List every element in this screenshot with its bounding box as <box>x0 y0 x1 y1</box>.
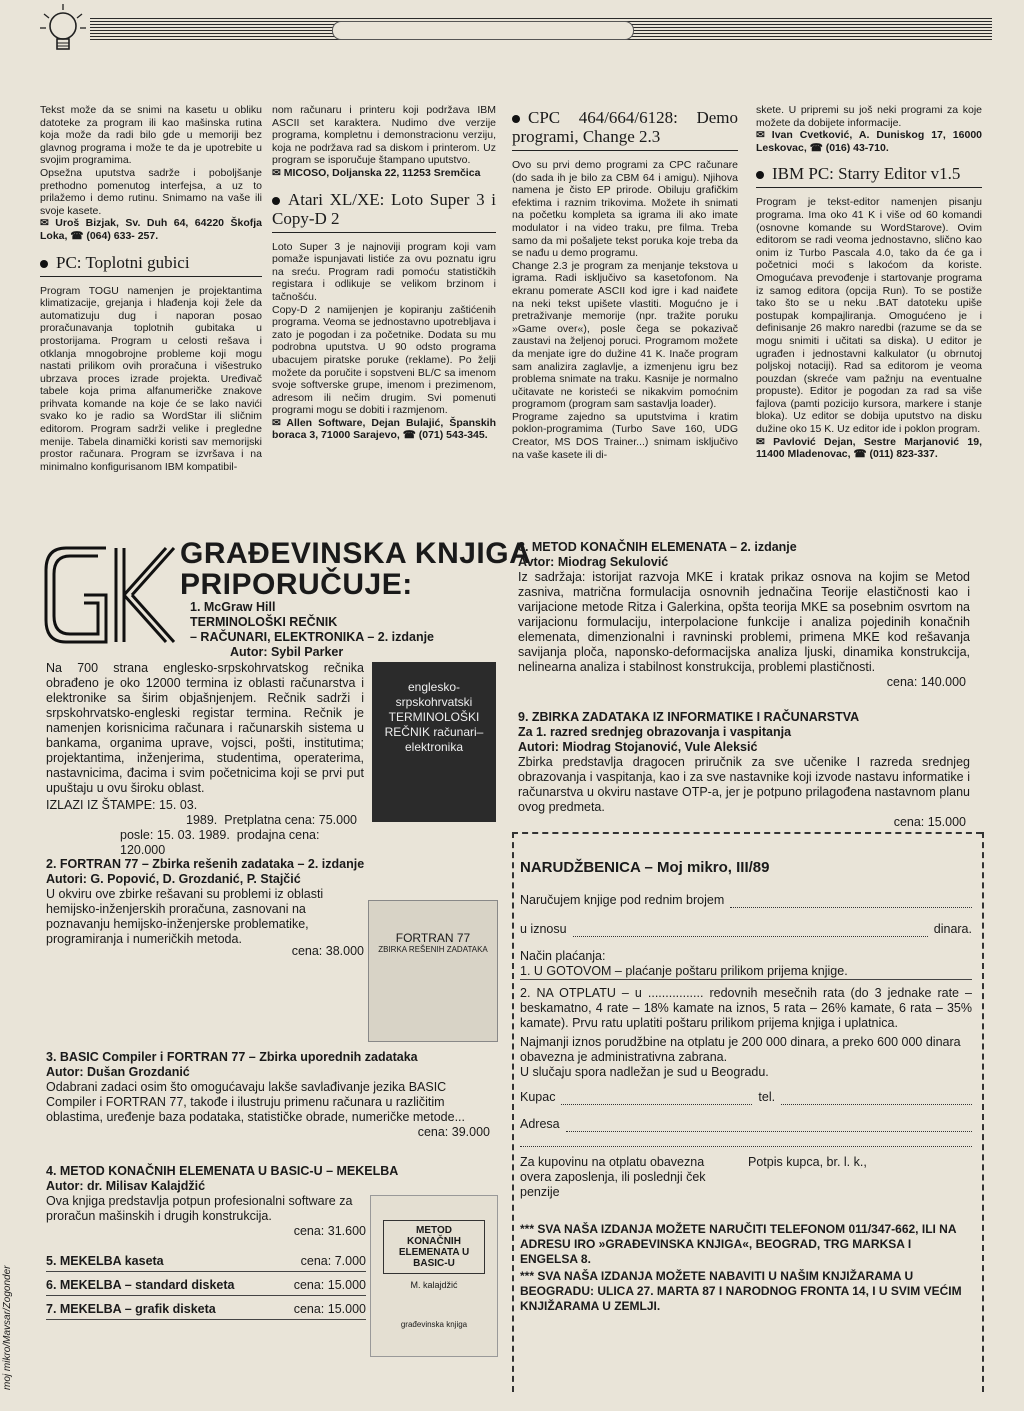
coupon-border <box>982 832 984 1392</box>
book-8: 8. METOD KONAČNIH ELEMENATA – 2. izdanje Avtor: Miodrag Sekulović Iz sadržaja: istorijat razvoja MKE i kratak prikaz osnova na kojim se Metod zasniva, matrična formulacija osnovnih jednačina Teorije elastičnosti kao i varijacione metode Ritza i Galerkina, opšta teorija MKE sa posebnim osvrtom na varijacionu formulaciju, interpolacione funkcije i analiza pojedinih konačnih elemenata, dimenzionalni i ravninski problemi, primena MKE kod rešavanja savijanja ploča, naponsko-deformacijska analiza ljuski, dinamika konstrukcija, nelinearna analiza i stabilnost konstrukcija, problemi plastičnosti. cena: 140.000 <box>518 540 970 689</box>
payment-option-cash[interactable]: 1. U GOTOVOM – plaćanje poštaru prilikom prijema knjige. <box>520 964 972 980</box>
article-heading: IBM PC: Starry Editor v1.5 <box>756 164 982 188</box>
article-text: Change 2.3 je program za menjanje tekstova u igrama. Radi isključivo sa kasetofonom. Na ekranu pomerate ASCII kod igre i kad naiđete na neki tekst upišete vlastiti. Mogućno je i pretraživanje memorije (npr. tražite poruku »Game over«), posle čega se pokazivač zaustavi na željenoj poruci. Programom možete da menjate igre do dužine 41 K. Inače program sam analizira zaglavlje, a izmenjenu igru bez problema snimate na traku. Kasnije je normalno učitavate ne koristeći se nikakvim pomoćnim programom (program sam sastavlja loader). <box>512 259 738 411</box>
author-signature: ✉ Uroš Bizjak, Sv. Duh 64, 64220 Škofja Loka, ☎ (064) 633- 257. <box>40 217 262 242</box>
coupon-border <box>512 832 982 834</box>
buyer-field[interactable]: Kupac tel. <box>520 1090 972 1105</box>
gk-logo <box>36 540 186 650</box>
article-text: Ovo su prvi demo programi za CPC računare (do sada ih je bilo za CBM 64 i amigu). Njihova namena je čisto EP prirode. Obiluju grafičkim efektima i raznim trikovima. Možete ih snimati na početku kompleta sa igrama ili ako imate modulator i na video traku, pre filma. Treba samo da mi pošaljete tekst poruka koje treba da se nađu u demo programu. <box>512 159 738 260</box>
book-1-header: 1. McGraw Hill TERMINOLOŠKI REČNIK – RAČUNARI, ELEKTRONIKA – 2. izdanje Autor: Sybil Parker <box>190 600 435 659</box>
article-text: Copy-D 2 namijenjen je kopiranju zaštićenih programa. Veoma se jednostavno upotrebljava i zato je pogodan i za početnike. Dodata su mu podrobna uputstva. U 90 odsto programa ubacujem piratske poruke (reklame). Po želji možete da poručite i sopstveni BL/C sa imenom svoje softverske grupe, imenom i prezimenom, adresom ili nečim drugim. Svi pomenuti programi mogu se dobiti i razmjenom. <box>272 303 496 417</box>
article-heading: CPC 464/664/6128: Demo programi, Change 2.3 <box>512 108 738 151</box>
article-text: Program je tekst-editor namenjen pisanju programa. Ima oko 41 K i više od 60 komandi (osnovne komande su WordStarove). Ovim editorom se radi veoma jednostavno, slično kao onim iz Turbo Pascala 4.0, tako da će ga i početnici moći s lakoćom da koriste. Omogućava prevođenje i startovanje programa iz samog editora (opcija Run). To se postiže tako što se u neku .BAT datoteku upiše postupak kompajliranja. Omogućeno je i definisanje 26 makro naredbi (razume se da se mogu snimiti i učitati sa diska). U editor je ugrađen i jednostavni kalkulator (u obrnutoj poljskoj notaciji). Rad sa editorom je veoma pouzdan (skreće vam pažnju na eventualne propuste). Editor je pogodan za rad sa više fajlova (pamti pozicijo kursora, markere i stanje bloka). Uz editor se dobija uputstvo na disku dužine oko 15 K. Uz editor ide i poklon program. <box>756 196 982 436</box>
lightbulb-icon <box>36 2 90 64</box>
order-title: NARUDŽBENICA – Moj mikro, III/89 <box>520 859 770 876</box>
article-text: Tekst može da se snimi na kasetu u obliku datoteke za program ili kao mašinska rutina koja može da radi bilo gde u memoriji bez glavnog programa i može te da je upotrebite u svojim programima. <box>40 104 262 167</box>
ad-title: GRAĐEVINSKA KNJIGA PRIPORUČUJE: <box>180 537 532 601</box>
article-text: Opsežna uputstva sadrže i poboljšanje prethodno pomenutog interfejsa, a uz to prilažemo i demo rutinu. Snimamo na vaše ili svoje kasete. <box>40 166 262 217</box>
signature-field[interactable]: Potpis kupca, br. l. k., <box>748 1155 867 1169</box>
author-signature: ✉ Allen Software, Dejan Bulajić, Španskih boraca 3, 71000 Sarajevo, ☎ (071) 543-345. <box>272 416 496 442</box>
book-list: 5. MEKELBA kaseta cena: 7.000 6. MEKELBA – standard disketa cena: 15.000 7. MEKELBA – grafik disketa cena: 15.000 <box>46 1252 366 1320</box>
author-signature: ✉ Ivan Cvetković, A. Duniskog 17, 16000 Leskovac, ☎ (016) 43-710. <box>756 129 982 154</box>
article-heading: Atari XL/XE: Loto Super 3 i Copy-D 2 <box>272 190 496 233</box>
header-rule <box>40 18 992 42</box>
order-note: *** SVA NAŠA IZDANJA MOŽETE NABAVITI U NAŠIM KNJIŽARAMA U BEOGRADU: ULICA 27. MARTA 87 I NARODNOG FRONTA 14, I U SVIM VEĆIM KNJIŽARAMA U ZEMLJI. <box>520 1269 962 1313</box>
employer-field[interactable]: Za kupovinu na otplatu obavezna overa zaposlenja, ili poslednji ček penzije <box>520 1155 706 1199</box>
order-amount-field[interactable]: u iznosu dinara. <box>520 922 972 936</box>
article-heading: PC: Toplotni gubici <box>40 253 262 277</box>
article-text: nom računaru i printeru koji podržava IBM ASCII set karaktera. Nudimo dve verzije programa, kompletnu i demonstracionu verziju, koja ne podržava rad sa diskom i printerom. Uz program se isporučuje štampano uputstvo. <box>272 104 496 167</box>
book-4-cover: METOD KONAČNIH ELEMENATA U BASIC-U M. kalajdžić građevinska knjiga <box>370 1195 498 1357</box>
column-4 <box>756 104 982 461</box>
book-2-description: U okviru ove zbirke rešavani su problemi iz oblasti hemijsko-inženjerskih proračuna, zasnovani na poznavanju hemijsko-inženjerske problematike, programiranja i numeričkih metoda. <box>46 887 324 946</box>
order-note: *** SVA NAŠA IZDANJA MOŽETE NARUČITI TELEFONOM 011/347-662, ILI NA ADRESU IRO »GRAĐEVINSKA KNJIGA«, BEOGRAD, TRG MARKSA I ENGELSA 8. <box>520 1222 957 1266</box>
address-field[interactable]: Adresa <box>520 1117 972 1132</box>
coupon-border <box>512 832 514 1392</box>
book-1-cover: englesko-srpskohrvatski TERMINOLOŠKI REČNIK računari–elektronika <box>372 662 496 822</box>
book-2-price: cena: 38.000 <box>291 944 364 958</box>
column-1 <box>40 104 262 473</box>
article-text: Loto Super 3 je najnoviji program koji vam pomaže ispunjavati listiće za ovu poznatu igru na sreću. Program radi pomoću statističkih registara i odlikuje se velikom brzinom i tačnošću. <box>272 240 496 303</box>
article-text: Programe zajedno sa uputstvima i kratim poklon-programima (Turbo Save 160, UDG Creator, MS DOS Trainer...) snimam isključivo na vaše kasete ili di- <box>512 410 738 461</box>
book-9: 9. ZBIRKA ZADATAKA IZ INFORMATIKE I RAČUNARSTVA Za 1. razred srednjeg obrazovanja i vaspitanja Autori: Miodrag Stojanović, Vule Aleksić Zbirka predstavlja dragocen priručnik za sve učenike I razreda srednjeg obrazovanja i vaspitanja, kao i za sve nastavnike koji izvode nastavu informatike i računarstva u okviru nastave OTP-a, jer je potpuno prilagođena nastavnom planu ovog predmeta. cena: 15.000 <box>518 710 970 829</box>
author-signature: ✉ MICOSO, Doljanska 22, 11253 Sremčica <box>272 166 481 179</box>
author-signature: ✉ Pavlović Dejan, Sestre Marjanović 19, 11400 Mladenovac, ☎ (011) 823-337. <box>756 435 982 461</box>
article-text: skete. U pripremi su još neki programi za koje možete da dobijete informacije. <box>756 104 982 129</box>
column-2 <box>272 104 496 442</box>
order-form: NARUDŽBENICA – Moj mikro, III/89 Naručujem knjige pod rednim brojem u iznosu dinara. Način plaćanja: 1. U GOTOVOM – plaćanje poštaru prilikom prijema knjige. 2. NA OTPLATU – u ................ redovnih mesečnih rata (do 3 jednake rate – beskamatno, 4 rate – 18% kamate na iznos, 5 rata – 26% kamate, 6 rata – 35% kamate). Prvu ratu uplatiti poštaru prilikom prijema knjiga i uplatnica. Najmanji iznos porudžbine na otplatu je 200 000 dinara, a preko 600 000 dinara obavezna je administrativna zabrana. U slučaju spora nadležan je sud u Beogradu. Kupac tel. Adresa Za kupovinu na otplatu obavezna overa zaposlenja, ili poslednji ček penzije Potpis kupca, br. l. k., *** SVA NAŠA IZDANJA MOŽETE NARUČITI TELEFONOM 011/347-662, ILI NA ADRESU IRO »GRAĐEVINSKA KNJIGA«, BEOGRAD, TRG MARKSA I ENGELSA 8. *** SVA NAŠA IZDANJA MOŽETE NABAVITI U NAŠIM KNJIŽARAMA U BEOGRADU: ULICA 27. MARTA 87 I NARODNOG FRONTA 14, I U SVIM VEĆIM KNJIŽARAMA U ZEMLJI. <box>520 859 972 1313</box>
payment-option-installments[interactable]: 2. NA OTPLATU – u ................ redovnih mesečnih rata (do 3 jednake rate – beskamatno, 4 rate – 18% kamate na iznos, 5 rata – 26% kamate, 6 rata – 35% kamate). Prvu ratu uplatiti poštaru prilikom prijema knjiga i uplatnica. <box>520 986 972 1030</box>
book-2: 2. FORTRAN 77 – Zbirka rešenih zadataka – 2. izdanje Autori: G. Popović, D. Grozdanić, P. Stajčić <box>46 857 365 886</box>
side-credit: moj mikro/Mavsar/Zogonder <box>2 1265 13 1390</box>
book-2-cover: FORTRAN 77 ZBIRKA REŠENIH ZADATAKA <box>368 900 498 1042</box>
order-numbers-field[interactable]: Naručujem knjige pod rednim brojem <box>520 893 972 908</box>
book-1-description: Na 700 strana englesko-srpskohrvatskog rečnika obrađeno je oko 12000 termina iz oblasti računarstva i elektronike sa širim objašnjenjem. Rečnik sadrži i srpskohrvatsko-engleski registar termina. Rečnik je namenjen korisnicima računara i računarskih sistema u bankama, organima uprave, vojsci, pošti, institutima; projektantima, inženjerima, studentima, operaterima, nastavnicima, đacima i svim početnicima koji se prvi put upuštaju u ovu široku oblast. <box>46 661 364 795</box>
column-3 <box>512 104 738 461</box>
article-text: Program TOGU namenjen je projektantima klimatizacije, grejanja i hlađenja koji žele da automatizuju dug i naporan posao proračunavanja toplotnih gubitaka u prostorijama. Program u celosti rešava i otklanja mnogobrojne probleme koji mogu nastati prilikom ovih proračuna i višestruko ubrzava proces izrade projekta. Uređivač tabele koja prima alfanumeričke znakove prihvata komande na koje će se lako navići svako ko je radio sa WordStar ili sličnim editorom. Program sadrži velike i pregledne menije. Tabela dinamički koristi sav memorijski prostor računara. Program se izvršava i na minimalno konfigurisanom IBM kompatibil- <box>40 284 262 473</box>
book-1-prices: IZLAZI IZ ŠTAMPE: 15. 03. 1989. Pretplatna cena: 75.000 posle: 15. 03. 1989. prodajna cena: 120.000 <box>46 798 357 857</box>
book-3: 3. BASIC Compiler i FORTRAN 77 – Zbirka uporednih zadataka Autor: Dušan Grozdanić Odabrani zadaci osim što omogućavaju lakše savlađivanje jezika BASIC Compiler i FORTRAN 77, takođe i ilustruju primenu računara u različitim oblastima, uređenje baza podataka, statističke obrade, numeričke metode... cena: 39.000 <box>46 1050 490 1139</box>
book-4: 4. METOD KONAČNIH ELEMENATA U BASIC-U – MEKELBA Autor: dr. Milisav Kalajdžić Ova knjiga predstavlja potpun profesionalni software za proračun mašinskih i drugih konstrukcija. cena: 31.600 <box>46 1164 399 1238</box>
